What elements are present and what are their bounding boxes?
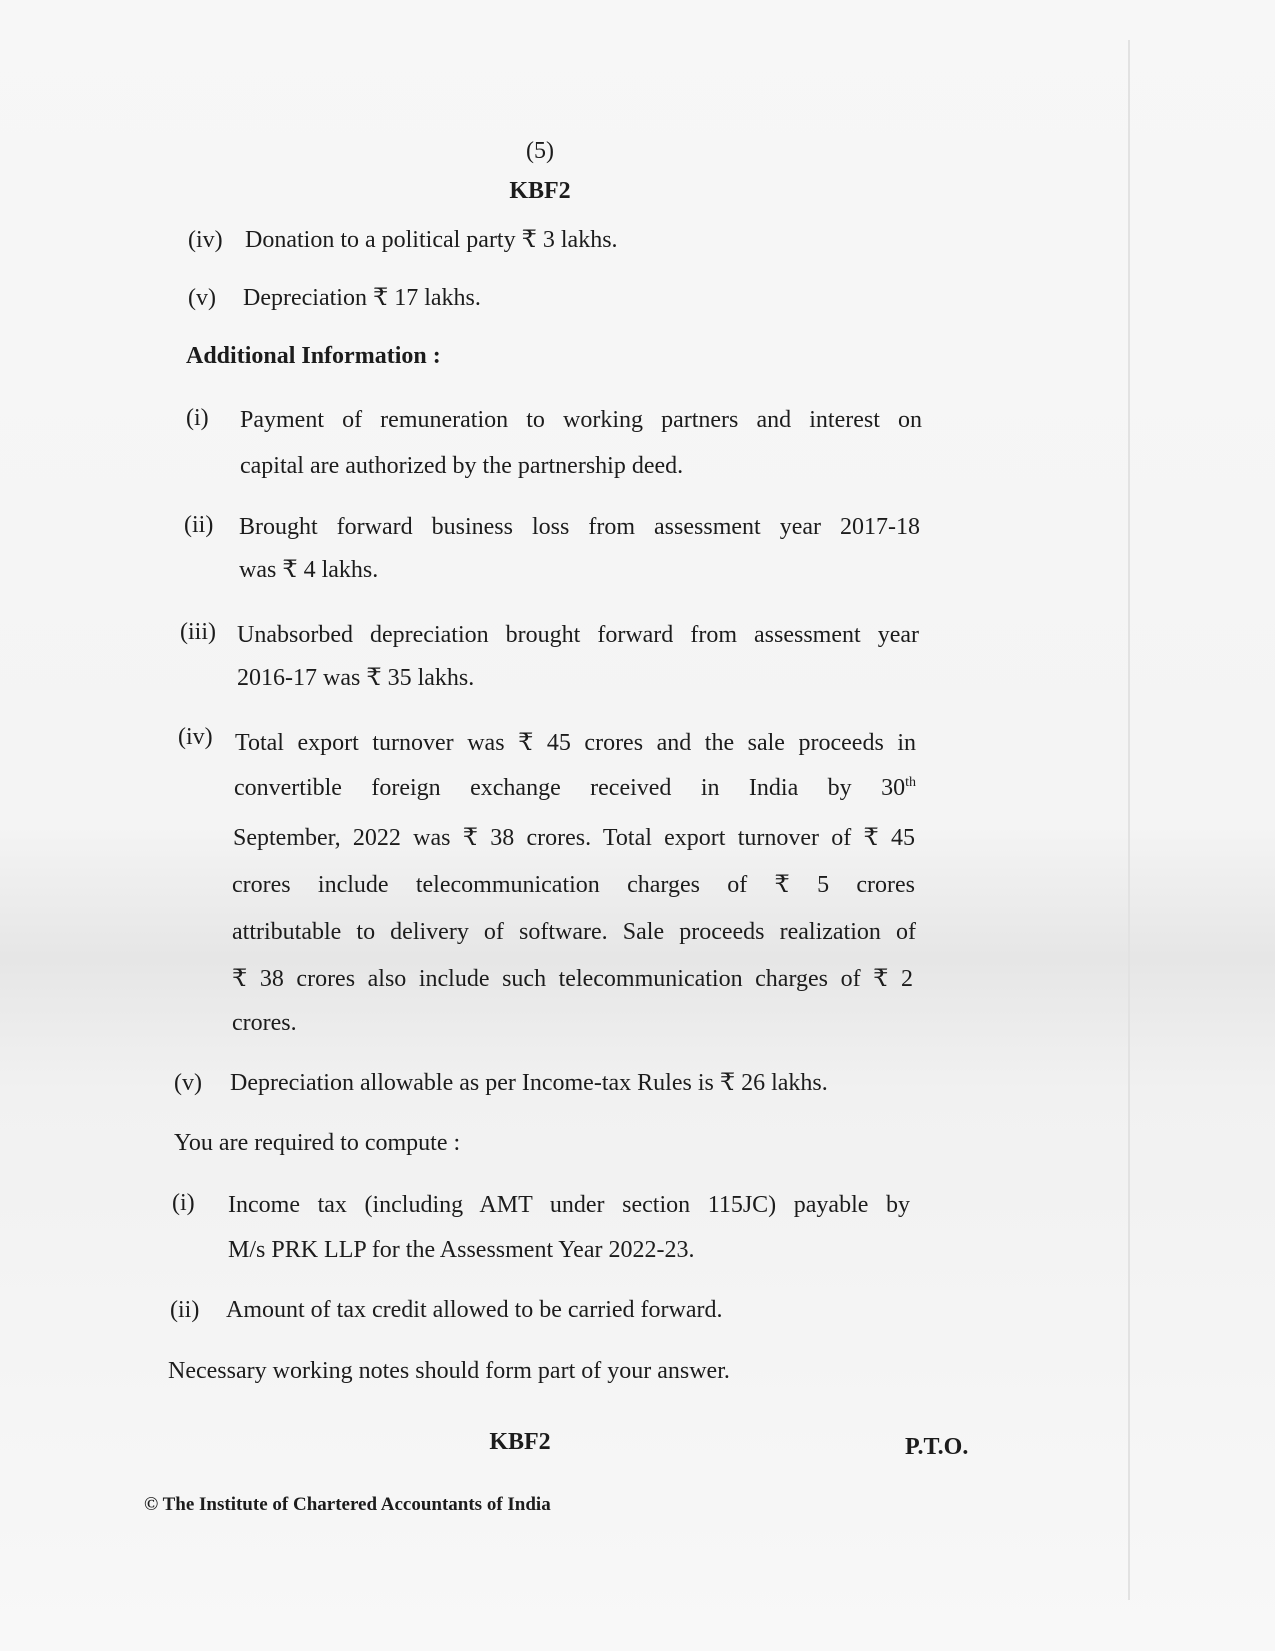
info-item-number: (ii) — [184, 512, 214, 538]
page-edge-line — [1128, 40, 1130, 1600]
expense-item-text: Donation to a political party ₹ 3 lakhs. — [245, 227, 618, 253]
expense-item-text: Depreciation ₹ 17 lakhs. — [243, 285, 481, 311]
info-item-line: convertible foreign exchange received in India by 30th — [234, 775, 916, 801]
info-item-line: Total export turnover was ₹ 45 crores and the sale proceeds in — [235, 730, 916, 756]
required-item-text: Amount of tax credit allowed to be carried forward. — [226, 1297, 723, 1323]
copyright-notice: © The Institute of Chartered Accountants of India — [144, 1494, 551, 1515]
info-item-number: (v) — [174, 1070, 202, 1096]
required-item-number: (ii) — [170, 1297, 200, 1323]
info-item-line: attributable to delivery of software. Sale proceeds realization of — [232, 919, 916, 945]
info-item-number: (iv) — [178, 724, 213, 750]
info-item-text: Depreciation allowable as per Income-tax Rules is ₹ 26 lakhs. — [230, 1070, 828, 1096]
expense-item-number: (v) — [188, 285, 216, 311]
info-item-number: (iii) — [180, 619, 216, 645]
info-item-line: Brought forward business loss from assessment year 2017-18 — [239, 514, 920, 540]
required-item-line: M/s PRK LLP for the Assessment Year 2022-23. — [228, 1237, 695, 1263]
info-item-line: Payment of remuneration to working partners and interest on — [240, 407, 922, 433]
info-item-line: ₹ 38 crores also include such telecommunication charges of ₹ 2 — [232, 966, 913, 992]
info-item-line: crores include telecommunication charges of ₹ 5 crores — [232, 872, 915, 898]
required-heading: You are required to compute : — [174, 1130, 461, 1156]
info-item-line: 2016-17 was ₹ 35 lakhs. — [237, 665, 475, 691]
pto-label: P.T.O. — [905, 1434, 969, 1460]
info-item-line: was ₹ 4 lakhs. — [239, 557, 379, 583]
additional-info-heading: Additional Information : — [186, 343, 441, 369]
required-item-number: (i) — [172, 1190, 195, 1216]
info-item-line: September, 2022 was ₹ 38 crores. Total export turnover of ₹ 45 — [233, 825, 915, 851]
required-item-line: Income tax (including AMT under section 115JC) payable by — [228, 1192, 910, 1218]
info-item-line: crores. — [232, 1010, 297, 1036]
info-item-number: (i) — [186, 405, 209, 431]
paper-code-footer: KBF2 — [489, 1429, 551, 1455]
expense-item-number: (iv) — [188, 227, 223, 253]
info-item-line: Unabsorbed depreciation brought forward from assessment year — [237, 622, 919, 648]
info-item-line: capital are authorized by the partnership deed. — [240, 453, 684, 479]
paper-code-header: KBF2 — [509, 178, 571, 204]
answer-note: Necessary working notes should form part of your answer. — [168, 1358, 730, 1384]
page-number: (5) — [526, 138, 554, 164]
